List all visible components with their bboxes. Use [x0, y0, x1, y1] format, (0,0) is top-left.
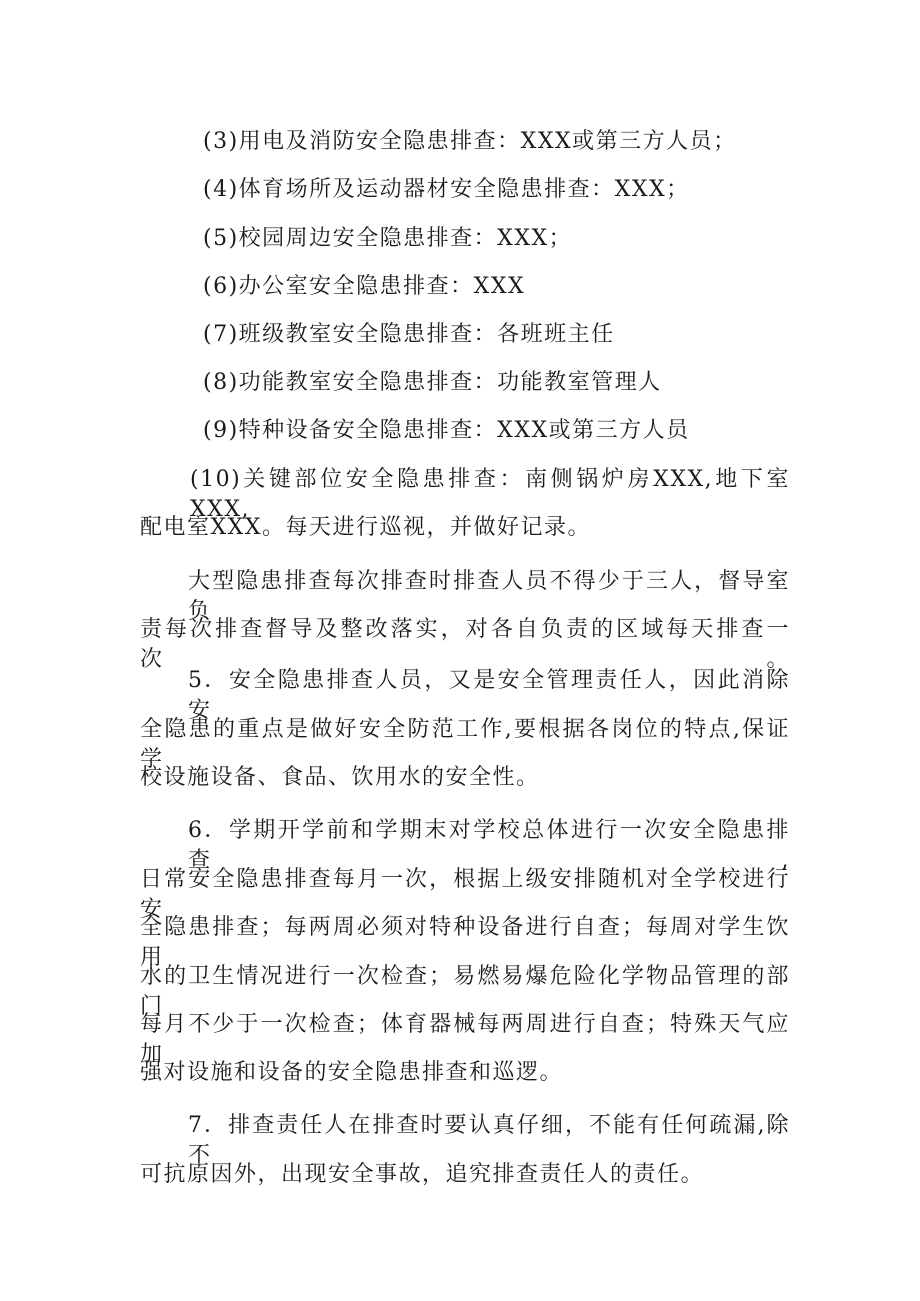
list-item-4: (4)体育场所及运动器材安全隐患排查：XXX； — [203, 177, 690, 202]
paragraph-5-line1: 5．安全隐患排查人员，又是安全管理责任人，因此消除安 — [188, 668, 790, 723]
paragraph-6-line1: 6．学期开学前和学期末对学校总体进行一次安全隐患排查, — [188, 818, 790, 873]
list-item-6: (6)办公室安全隐患排查：XXX — [203, 274, 526, 299]
list-item-9: (9)特种设备安全隐患排查：XXX或第三方人员 — [203, 418, 690, 443]
paragraph-5-line2: 全隐患的重点是做好安全防范工作,要根据各岗位的特点,保证学 — [140, 717, 790, 772]
list-item-5: (5)校园周边安全隐患排查：XXX； — [203, 226, 573, 251]
paragraph-6-line6: 强对设施和设备的安全隐患排查和巡逻。 — [140, 1060, 564, 1085]
paragraph-6-line4: 水的卫生情况进行一次检查；易燃易爆危险化学物品管理的部门 — [140, 964, 790, 1019]
list-item-10-line2: 配电室XXX。每天进行巡视，并做好记录。 — [140, 515, 591, 540]
paragraph-6-line2: 日常安全隐患排查每月一次，根据上级安排随机对全学校进行安 — [140, 867, 790, 922]
paragraph-large-line2: 责每次排查督导及整改落实，对各自负责的区域每天排查一次。 — [140, 617, 790, 672]
paragraph-7-line2: 可抗原因外，出现安全事故，追究排查责任人的责任。 — [140, 1162, 705, 1187]
list-item-8: (8)功能教室安全隐患排查：功能教室管理人 — [203, 370, 662, 395]
list-item-7: (7)班级教室安全隐患排查：各班班主任 — [203, 322, 615, 347]
paragraph-5-line3: 校设施设备、食品、饮用水的安全性。 — [140, 765, 540, 790]
paragraph-7-line1: 7．排查责任人在排查时要认真仔细，不能有任何疏漏,除不 — [188, 1113, 790, 1168]
list-item-3: (3)用电及消防安全隐患排查：XXX或第三方人员； — [203, 129, 737, 154]
paragraph-large-line1: 大型隐患排查每次排查时排查人员不得少于三人，督导室负 — [188, 569, 790, 624]
paragraph-6-line5: 每月不少于一次检查；体育器械每两周进行自查；特殊天气应加 — [140, 1012, 790, 1067]
list-item-10-line1: (10)关键部位安全隐患排查：南侧锅炉房XXX,地下室XXX, — [190, 467, 790, 522]
paragraph-6-line3: 全隐患排查；每两周必须对特种设备进行自查；每周对学生饮用 — [140, 915, 790, 970]
